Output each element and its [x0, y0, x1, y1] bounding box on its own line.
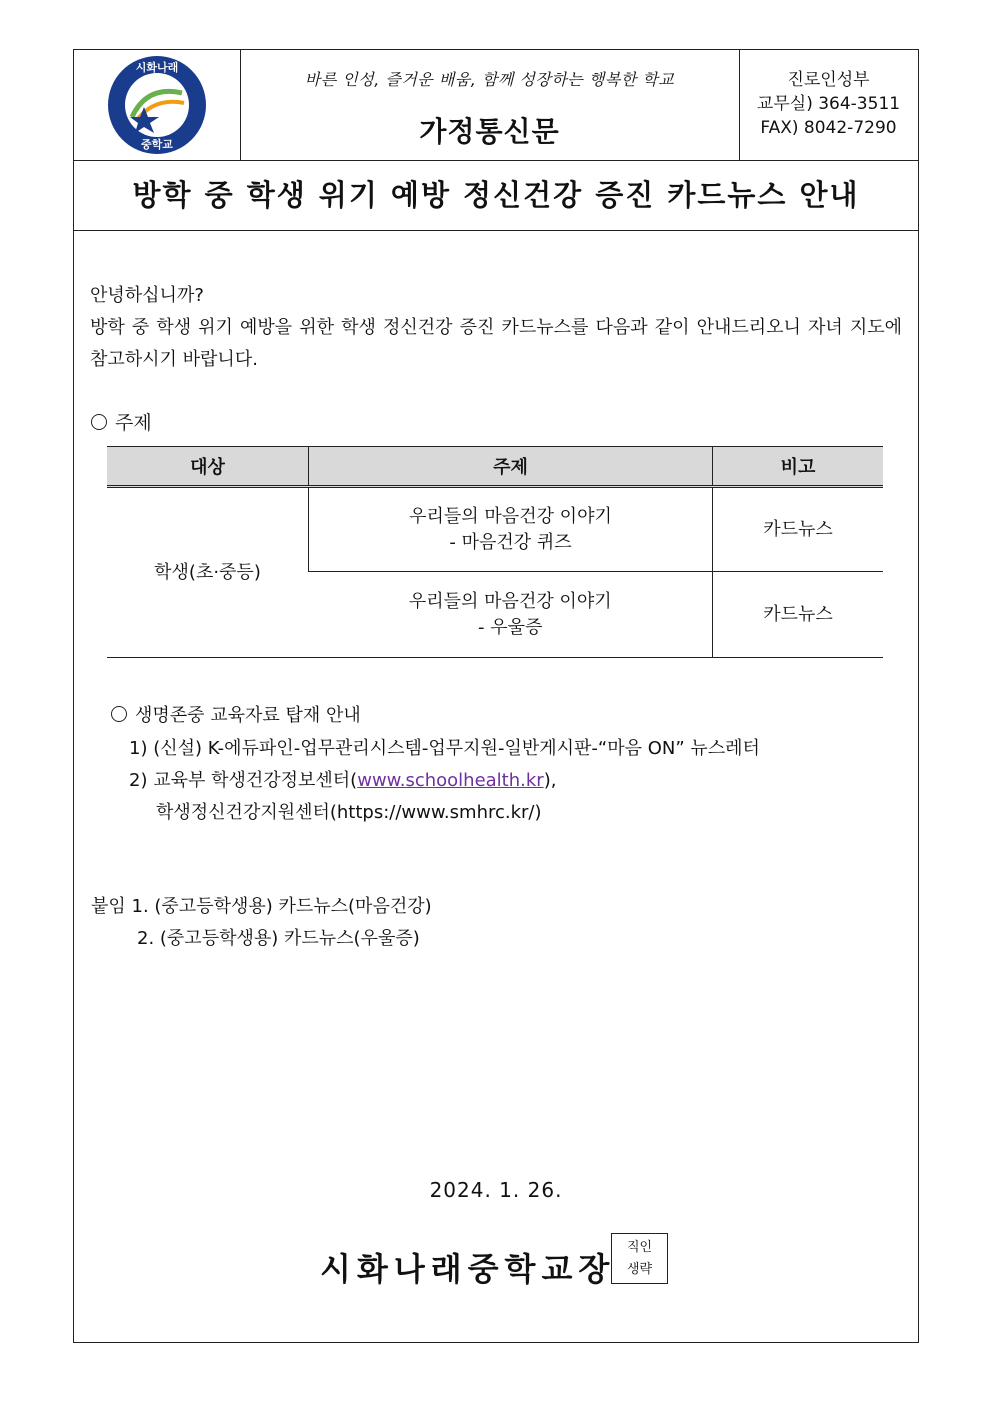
- topic-title: 우리들의 마음건강 이야기: [409, 505, 612, 527]
- letterhead: [74, 50, 918, 161]
- document-title: 방학 중 학생 위기 예방 정신건강 증진 카드뉴스 안내: [132, 178, 860, 212]
- topic-section-label: 주제: [115, 412, 152, 434]
- topic-cell: [309, 487, 713, 572]
- intro-paragraph: 방학 중 학생 위기 예방을 위한 학생 정신건강 증진 카드뉴스를 다음과 같이 안내드리오니 자녀 지도에 참고하시기 바랍니다.: [90, 317, 902, 370]
- attachment-item-2: 2. (중고등학생용) 카드뉴스(우울증): [137, 928, 420, 949]
- attachment-item-1: 붙임 1. (중고등학생용) 카드뉴스(마음건강): [91, 896, 432, 917]
- stamp-line-2: 생략: [626, 1262, 653, 1277]
- issue-date: 2024. 1. 26.: [429, 1178, 563, 1202]
- school-logo-cell: [74, 50, 241, 160]
- contact-cell: [739, 50, 918, 160]
- logo-top-text: 시화나래: [135, 61, 179, 74]
- resource-item-1: 1) (신설) K-에듀파인-업무관리시스템-업무지원-일반게시판-“마음 ON” 뉴스레터: [129, 738, 760, 759]
- target-cell: 학생(초·중등): [107, 487, 309, 658]
- school-motto: 바른 인성, 즐거운 배움, 함께 성장하는 행복한 학교: [304, 70, 675, 89]
- table-row: [107, 487, 883, 572]
- topic-subtitle: - 우울증: [478, 616, 543, 638]
- circle-bullet-icon: [91, 414, 107, 430]
- principal-name: 시화나래중학교장: [320, 1250, 616, 1288]
- column-header-target: 대상: [107, 447, 309, 487]
- logo-bottom-text: 중학교: [141, 138, 173, 151]
- official-stamp: [611, 1233, 668, 1284]
- circle-bullet-icon: [111, 706, 127, 722]
- title-row: [74, 160, 918, 231]
- topic-cell: [309, 572, 713, 658]
- department-name: 진로인성부: [787, 70, 870, 90]
- note-cell: 카드뉴스: [713, 487, 884, 572]
- resource-item-2-suffix: ),: [543, 770, 557, 791]
- school-logo-icon: [102, 55, 212, 155]
- topic-table: [107, 446, 883, 658]
- fax-number: FAX) 8042-7290: [760, 118, 897, 138]
- schoolhealth-link[interactable]: www.schoolhealth.kr: [357, 770, 544, 791]
- phone-number: 교무실) 364-3511: [756, 94, 901, 114]
- table-header-row: [107, 447, 883, 487]
- newsletter-label: 가정통신문: [419, 115, 560, 148]
- document-page: [73, 49, 919, 1343]
- topic-title: 우리들의 마음건강 이야기: [408, 590, 612, 612]
- resource-item-2: [129, 766, 556, 792]
- resource-section-label: 생명존중 교육자료 탑재 안내: [135, 705, 361, 726]
- greeting: 안녕하십니까?: [90, 285, 204, 306]
- topic-section-heading: [91, 408, 152, 435]
- resource-item-2-continued: 학생정신건강지원센터(https://www.smhrc.kr/): [156, 802, 542, 823]
- note-cell: 카드뉴스: [713, 572, 884, 658]
- column-header-topic: 주제: [309, 447, 713, 487]
- stamp-line-1: 직인: [626, 1240, 653, 1255]
- motto-cell: [240, 50, 740, 160]
- topic-subtitle: - 마음건강 퀴즈: [449, 531, 572, 553]
- column-header-note: 비고: [713, 447, 884, 487]
- resource-section-heading: [111, 701, 361, 727]
- resource-item-2-prefix: 2) 교육부 학생건강정보센터(: [129, 770, 358, 791]
